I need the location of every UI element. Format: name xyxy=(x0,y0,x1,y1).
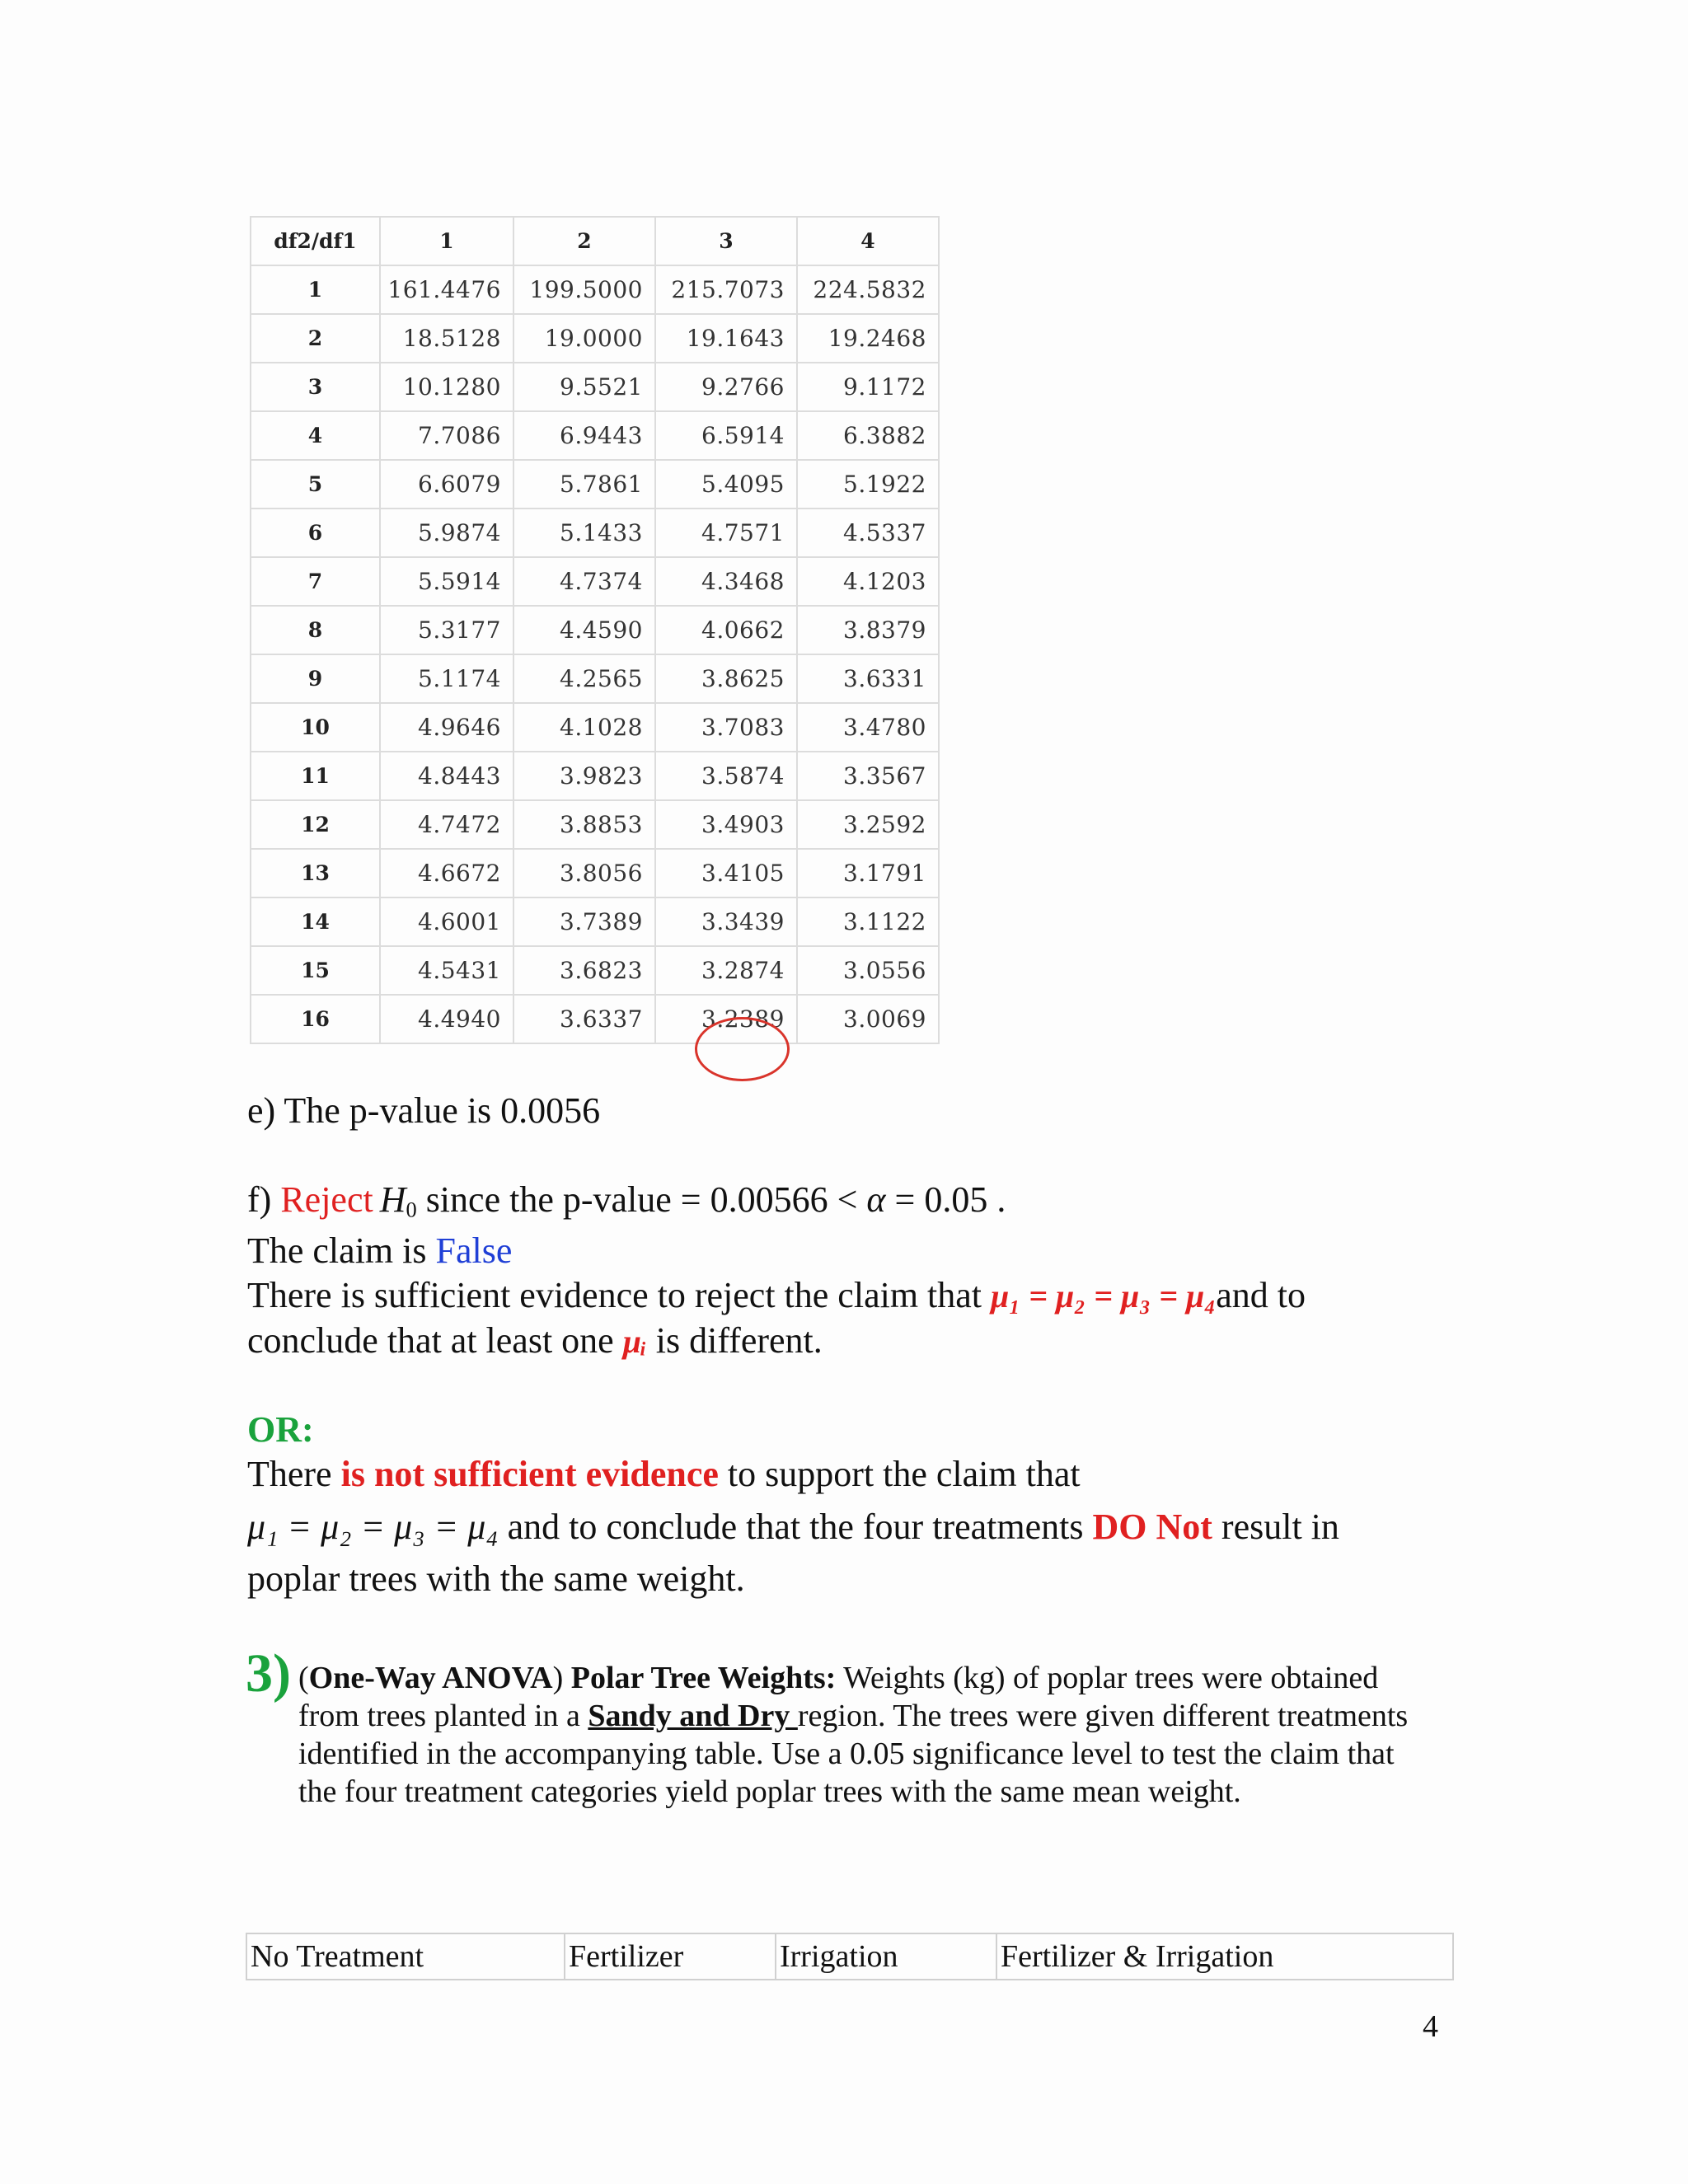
part-f-prefix: f) xyxy=(247,1179,281,1220)
or-line-2-mid: and to conclude that the four treatments xyxy=(498,1507,1093,1547)
f-table-row-header: 6 xyxy=(251,509,380,557)
f-table-row xyxy=(251,849,939,898)
f-table-value-cell: 19.1643 xyxy=(655,314,797,363)
f-table-value-cell: 4.0662 xyxy=(655,606,797,654)
f-table-row-header: 1 xyxy=(251,265,380,314)
do-not-emph: DO Not xyxy=(1092,1507,1212,1547)
f-table-value-cell: 215.7073 xyxy=(655,265,797,314)
f-table-value-cell: 6.9443 xyxy=(513,411,655,460)
f-table-row xyxy=(251,460,939,509)
f-table-value-cell: 3.8056 xyxy=(513,849,655,898)
f-table-value-cell: 4.2565 xyxy=(513,654,655,703)
treatments-header-row xyxy=(246,1933,1453,1980)
f-table-value-cell: 5.1922 xyxy=(797,460,939,509)
f-table-value-cell: 18.5128 xyxy=(380,314,513,363)
f-table-value-cell: 3.6331 xyxy=(797,654,939,703)
f-distribution-table xyxy=(250,216,940,1044)
f-table-value-cell: 4.9646 xyxy=(380,703,513,752)
evidence-line-1 xyxy=(247,1274,1306,1318)
mean-equality-math-2: μ₁ = μ₂ = μ₃ = μ₄ xyxy=(247,1507,499,1547)
evidence-line-2 xyxy=(247,1319,823,1363)
f-table-value-cell: 3.7083 xyxy=(655,703,797,752)
problem-3-region: Sandy and Dry xyxy=(588,1699,798,1733)
not-sufficient-emph: is not sufficient evidence xyxy=(340,1454,719,1494)
problem-3-text-2: region. The trees were given different treatments identified in the accompanying table. Use a 0.05 significance level to test the claim that the four treatment categories yield poplar trees with the same mean weight. xyxy=(298,1699,1409,1809)
mean-equality-math: μ₁ = μ₂ = μ₃ = μ₄ xyxy=(991,1277,1217,1315)
claim-value: False xyxy=(435,1230,513,1271)
f-table-row-header: 8 xyxy=(251,606,380,654)
h0-symbol: H xyxy=(379,1179,406,1220)
or-label: OR: xyxy=(247,1409,314,1450)
f-table-row-header: 10 xyxy=(251,703,380,752)
f-table-value-cell: 3.4903 xyxy=(655,800,797,849)
treatment-header-cell: Fertilizer xyxy=(565,1933,776,1980)
f-table-value-cell: 6.3882 xyxy=(797,411,939,460)
evidence-tail-1: and to xyxy=(1216,1275,1306,1315)
f-table-value-cell: 19.0000 xyxy=(513,314,655,363)
f-table-value-cell: 4.5337 xyxy=(797,509,939,557)
f-table-value-cell: 3.0556 xyxy=(797,946,939,995)
f-table-row xyxy=(251,703,939,752)
part-f-since: since the p-value = 0.00566 < xyxy=(416,1179,867,1220)
f-table-value-cell: 3.8379 xyxy=(797,606,939,654)
f-table-header-cell: 2 xyxy=(513,217,655,265)
f-table-value-cell: 4.7571 xyxy=(655,509,797,557)
f-table-row xyxy=(251,314,939,363)
or-line-3: poplar trees with the same weight. xyxy=(247,1558,745,1599)
f-table-value-cell: 3.4105 xyxy=(655,849,797,898)
f-table-row-header: 7 xyxy=(251,557,380,606)
f-table-row-header: 4 xyxy=(251,411,380,460)
f-table-value-cell: 4.1028 xyxy=(513,703,655,752)
f-table-row xyxy=(251,898,939,946)
h0-subscript: 0 xyxy=(406,1197,417,1222)
f-table-row-header: 14 xyxy=(251,898,380,946)
f-table-value-cell: 3.3567 xyxy=(797,752,939,800)
claim-line xyxy=(247,1230,512,1273)
f-table-value-cell: 3.8853 xyxy=(513,800,655,849)
f-table-row-header: 9 xyxy=(251,654,380,703)
problem-3-method: One-Way ANOVA xyxy=(308,1661,553,1695)
f-table-value-cell: 4.6672 xyxy=(380,849,513,898)
f-table-value-cell: 3.4780 xyxy=(797,703,939,752)
part-e-text: e) The p-value is 0.0056 xyxy=(247,1090,601,1131)
f-table-value-cell: 3.1122 xyxy=(797,898,939,946)
f-table-value-cell: 3.5874 xyxy=(655,752,797,800)
f-table-value-cell: 3.1791 xyxy=(797,849,939,898)
treatment-header-cell: Fertilizer & Irrigation xyxy=(996,1933,1453,1980)
treatments-table xyxy=(246,1933,1454,1980)
f-table-value-cell: 9.2766 xyxy=(655,363,797,411)
or-line-2-post: result in xyxy=(1212,1507,1339,1547)
f-table-value-cell: 3.6337 xyxy=(513,995,655,1043)
f-table-value-cell: 3.3439 xyxy=(655,898,797,946)
f-table-row-header: 11 xyxy=(251,752,380,800)
f-table-value-cell: 5.1174 xyxy=(380,654,513,703)
f-table-value-cell: 4.6001 xyxy=(380,898,513,946)
f-table-row xyxy=(251,752,939,800)
f-table-value-cell: 4.4940 xyxy=(380,995,513,1043)
f-table-value-cell: 5.1433 xyxy=(513,509,655,557)
f-table-header-cell: 4 xyxy=(797,217,939,265)
alpha-symbol: α xyxy=(866,1179,886,1220)
f-table-value-cell: 9.1172 xyxy=(797,363,939,411)
evidence-text-1: There is sufficient evidence to reject the claim that xyxy=(247,1275,992,1315)
f-table-row xyxy=(251,995,939,1043)
f-table-header-cell: df2/df1 xyxy=(251,217,380,265)
f-table-row-header: 5 xyxy=(251,460,380,509)
f-table-value-cell: 4.8443 xyxy=(380,752,513,800)
f-table-value-cell: 3.6823 xyxy=(513,946,655,995)
f-table-row xyxy=(251,509,939,557)
or-line-2 xyxy=(247,1506,1339,1549)
f-table-value-cell: 9.5521 xyxy=(513,363,655,411)
f-table-value-cell: 19.2468 xyxy=(797,314,939,363)
page-number: 4 xyxy=(1423,2009,1438,2044)
or-line-1 xyxy=(247,1453,1081,1497)
f-table-value-cell: 4.7472 xyxy=(380,800,513,849)
f-table-row xyxy=(251,363,939,411)
problem-3-paragraph xyxy=(298,1659,1411,1811)
treatment-header-cell: Irrigation xyxy=(776,1933,996,1980)
mu-i-math: μᵢ xyxy=(622,1323,647,1360)
f-table-value-cell: 3.0069 xyxy=(797,995,939,1043)
f-table-header-cell: 1 xyxy=(380,217,513,265)
f-table-row xyxy=(251,557,939,606)
alpha-value: = 0.05 . xyxy=(885,1179,1006,1220)
f-table-row xyxy=(251,654,939,703)
circled-critical-value-mark xyxy=(695,1017,790,1081)
reject-label: Reject xyxy=(280,1179,373,1220)
problem-3-text-1: Weights (kg) of poplar trees were obtained from trees planted in a xyxy=(298,1661,1379,1733)
problem-3-title: Polar Tree Weights: xyxy=(570,1661,837,1695)
f-table-row-header: 16 xyxy=(251,995,380,1043)
or-line-1-pre: There xyxy=(247,1454,341,1494)
f-table-value-cell: 7.7086 xyxy=(380,411,513,460)
problem-3-lead-paren: ( xyxy=(298,1661,309,1695)
f-table-row xyxy=(251,946,939,995)
f-table-row-header: 12 xyxy=(251,800,380,849)
f-table-value-cell: 224.5832 xyxy=(797,265,939,314)
evidence-text-2: conclude that at least one xyxy=(247,1320,623,1361)
claim-text: The claim is xyxy=(247,1230,436,1271)
f-table-row-header: 13 xyxy=(251,849,380,898)
f-table-value-cell: 3.2389 xyxy=(655,995,797,1043)
f-table-header-cell: 3 xyxy=(655,217,797,265)
f-table-value-cell: 161.4476 xyxy=(380,265,513,314)
f-table-value-cell: 199.5000 xyxy=(513,265,655,314)
f-table-value-cell: 5.7861 xyxy=(513,460,655,509)
f-table-row xyxy=(251,606,939,654)
f-table-value-cell: 6.6079 xyxy=(380,460,513,509)
f-table-value-cell: 3.9823 xyxy=(513,752,655,800)
f-table-value-cell: 10.1280 xyxy=(380,363,513,411)
f-table-value-cell: 3.7389 xyxy=(513,898,655,946)
or-line-1-post: to support the claim that xyxy=(718,1454,1081,1494)
f-table-value-cell: 3.2874 xyxy=(655,946,797,995)
f-table-value-cell: 4.4590 xyxy=(513,606,655,654)
f-table-row-header: 3 xyxy=(251,363,380,411)
f-table-value-cell: 5.4095 xyxy=(655,460,797,509)
f-table-value-cell: 3.8625 xyxy=(655,654,797,703)
part-f-line xyxy=(247,1179,1006,1222)
f-table-row-header: 2 xyxy=(251,314,380,363)
problem-3-number: 3) xyxy=(246,1643,291,1704)
f-table-row xyxy=(251,411,939,460)
f-table-value-cell: 4.5431 xyxy=(380,946,513,995)
f-table-value-cell: 5.9874 xyxy=(380,509,513,557)
f-table-value-cell: 4.1203 xyxy=(797,557,939,606)
f-table-value-cell: 6.5914 xyxy=(655,411,797,460)
f-table-value-cell: 5.3177 xyxy=(380,606,513,654)
treatment-header-cell: No Treatment xyxy=(246,1933,565,1980)
problem-3-lead-paren-close: ) xyxy=(552,1661,571,1695)
f-table-value-cell: 5.5914 xyxy=(380,557,513,606)
f-table-row-header: 15 xyxy=(251,946,380,995)
f-table-value-cell: 3.2592 xyxy=(797,800,939,849)
f-table-value-cell: 4.7374 xyxy=(513,557,655,606)
f-table-value-cell: 4.3468 xyxy=(655,557,797,606)
evidence-tail-2: is different. xyxy=(646,1320,823,1361)
f-table-row xyxy=(251,265,939,314)
f-table-header-row xyxy=(251,217,939,265)
f-table-row xyxy=(251,800,939,849)
